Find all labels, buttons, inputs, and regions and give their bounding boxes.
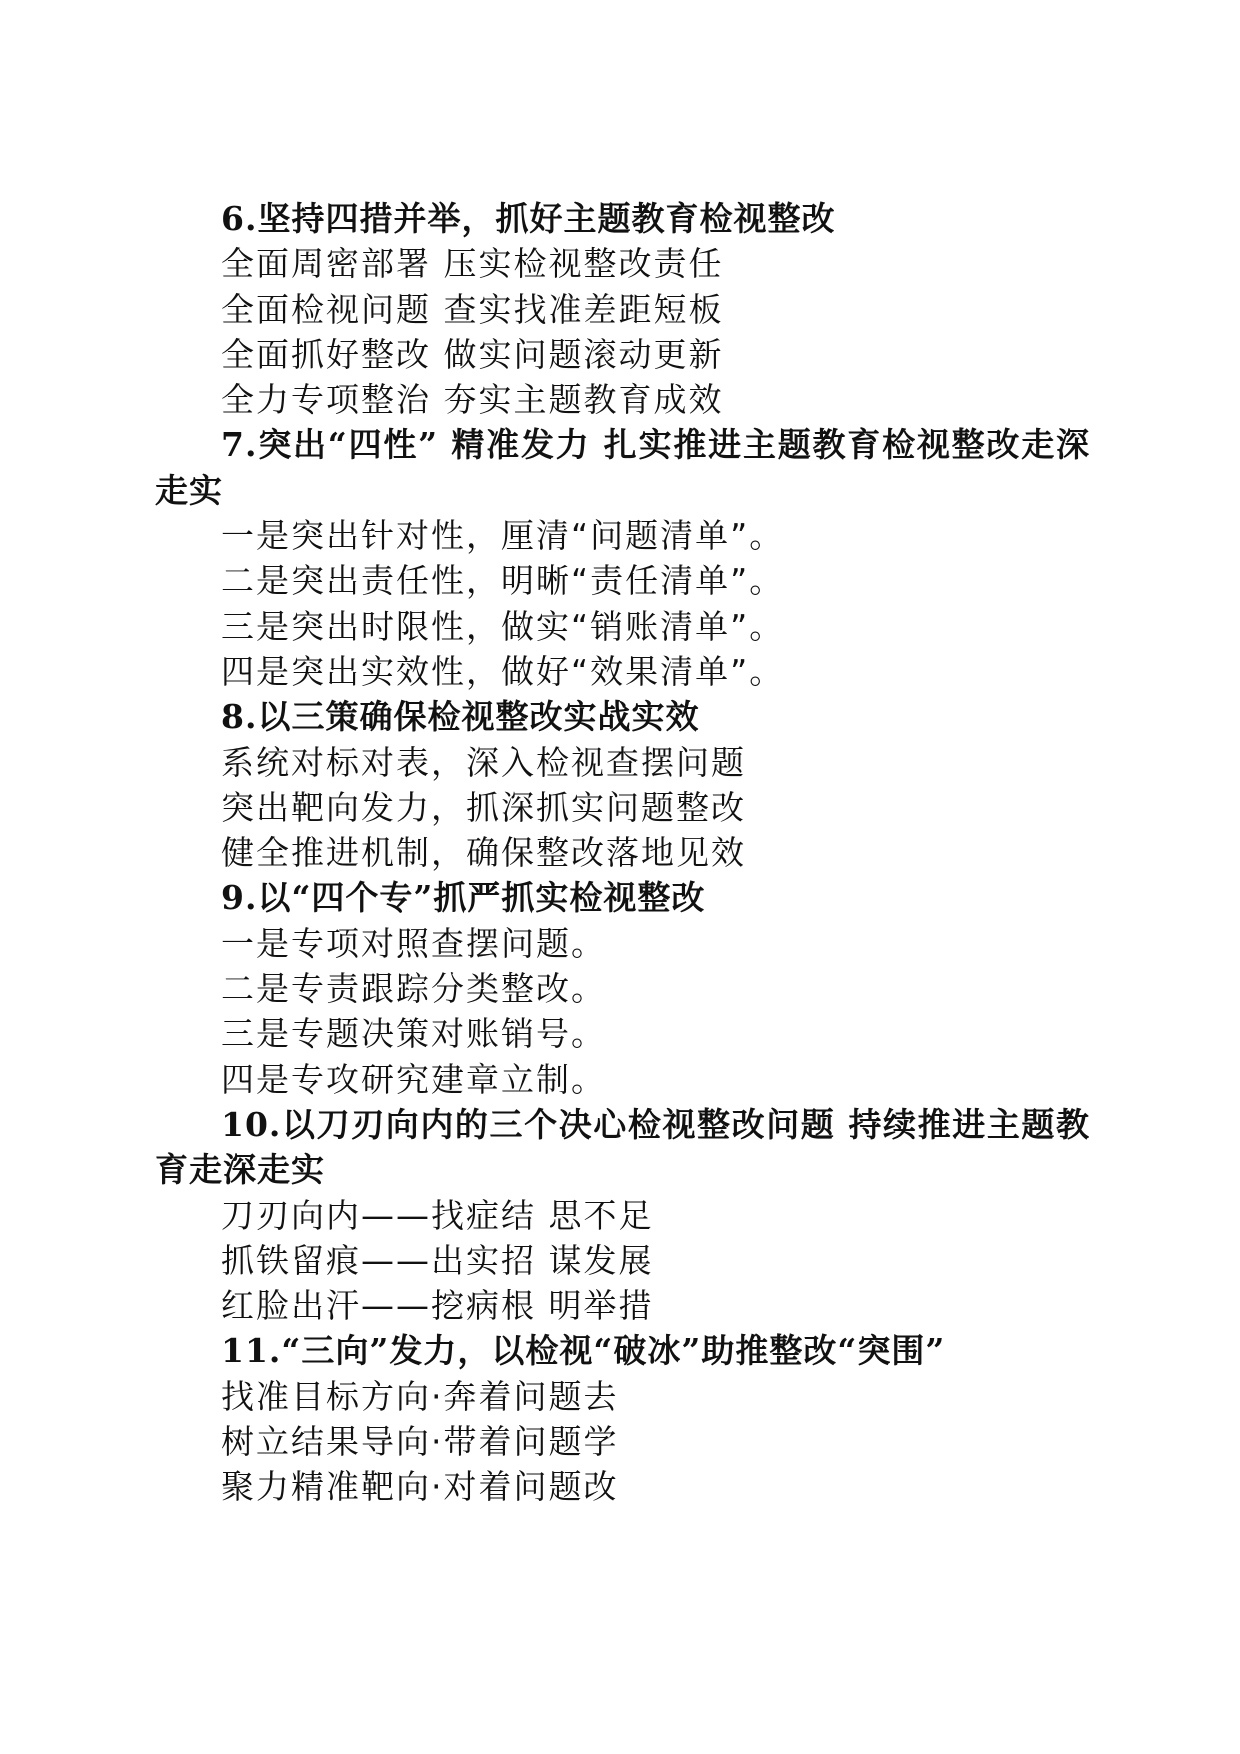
section-heading: 11.“三向”发力，以检视“破冰”助推整改“突围” — [221, 1331, 946, 1371]
section-heading: 7.突出“四性” 精准发力 扎实推进主题教育检视整改走深走实 — [155, 425, 1090, 510]
list-item: 刀刃向内——找症结 思不足 — [221, 1195, 654, 1235]
list-item: 抓铁留痕——出实招 谋发展 — [221, 1240, 654, 1280]
list-item: 全面检视问题 查实找准差距短板 — [221, 289, 724, 329]
list-item: 二是专责跟踪分类整改。 — [221, 969, 606, 1009]
list-item: 突出靶向发力，抓深抓实问题整改 — [221, 787, 746, 827]
list-item: 二是突出责任性，明晰“责任清单”。 — [221, 561, 785, 601]
section-heading: 10.以刀刃向内的三个决心检视整改问题 持续推进主题教育走深走实 — [155, 1104, 1090, 1190]
list-item: 四是突出实效性，做好“效果清单”。 — [221, 651, 785, 691]
list-item: 四是专攻研究建章立制。 — [221, 1059, 606, 1099]
list-item: 全面周密部署 压实检视整改责任 — [221, 244, 724, 284]
list-item: 全力专项整治 夯实主题教育成效 — [221, 380, 724, 420]
list-item: 红脸出汗——挖病根 明举措 — [221, 1286, 654, 1326]
list-item: 系统对标对表，深入检视查摆问题 — [221, 742, 746, 782]
section-heading: 8.以三策确保检视整改实战实效 — [221, 697, 700, 737]
list-item: 找准目标方向·奔着问题去 — [221, 1376, 619, 1416]
list-item: 健全推进机制，确保整改落地见效 — [221, 833, 746, 873]
list-item: 三是专题决策对账销号。 — [221, 1014, 606, 1054]
list-item: 树立结果导向·带着问题学 — [221, 1422, 619, 1462]
list-item: 三是突出时限性，做实“销账清单”。 — [221, 606, 785, 646]
document-body — [155, 196, 1090, 1510]
list-item: 一是突出针对性，厘清“问题清单”。 — [221, 516, 785, 556]
list-item: 全面抓好整改 做实问题滚动更新 — [221, 334, 724, 374]
section-heading: 9.以“四个专”抓严抓实检视整改 — [221, 878, 706, 918]
list-item: 一是专项对照查摆问题。 — [221, 923, 606, 963]
section-heading: 6.坚持四措并举，抓好主题教育检视整改 — [221, 199, 836, 238]
list-item: 聚力精准靶向·对着问题改 — [221, 1467, 619, 1507]
